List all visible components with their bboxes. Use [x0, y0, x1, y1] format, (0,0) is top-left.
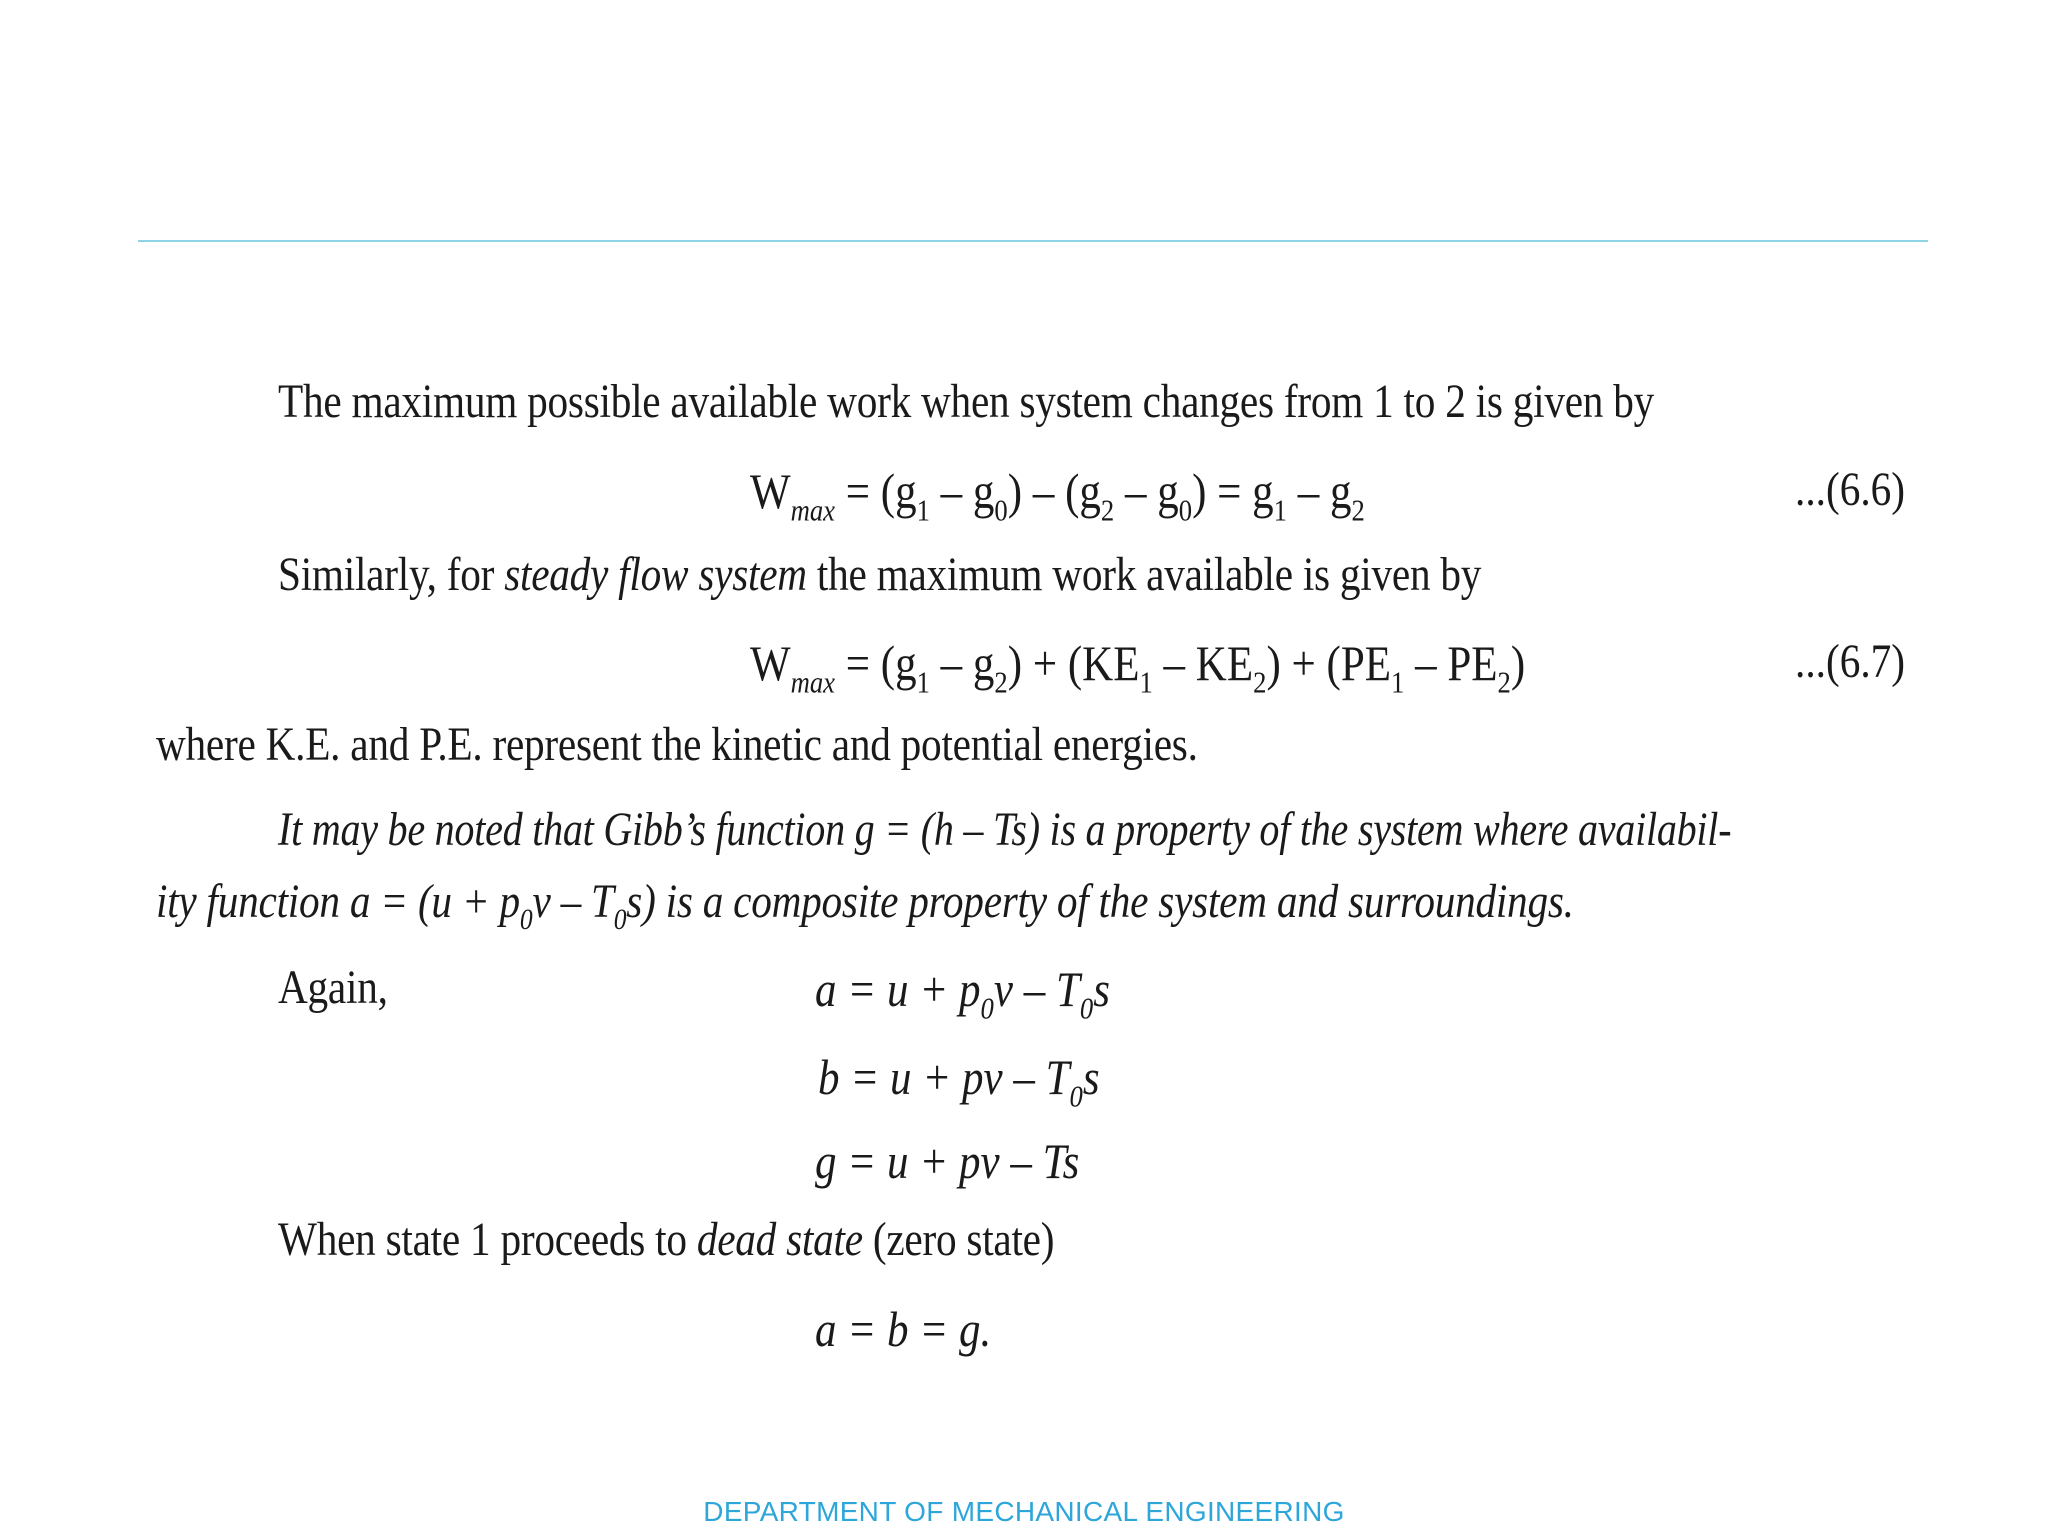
text-again: Again, — [278, 961, 388, 1014]
equation-dead-state: a = b = g. — [815, 1301, 992, 1357]
equation-availability-b: b = u + pv – $T_0s$ — [818, 1049, 1100, 1114]
footer-department: DEPARTMENT OF MECHANICAL ENGINEERING — [703, 1496, 1345, 1527]
equation-number-6-7: ...(6.7) — [1795, 635, 1906, 688]
equation-6-6: $W_{max} = (g_1 - g_0) - (g_2 - g_0) = g_1 - g_2$ — [750, 463, 1365, 528]
equation-number-6-6: ...(6.6) — [1795, 463, 1906, 516]
text-line-5: ity function $a = (u + p_0v - T_0s)$ is a composite property of the system and surroundings. — [156, 875, 1574, 936]
text-line-1: The maximum possible available work when system changes from 1 to 2 is given by — [278, 375, 1654, 428]
header-divider — [138, 240, 1928, 242]
text-line-4: It may be noted that Gibb’s function g = (h – Ts) is a property of the system where availabil- — [278, 803, 1732, 856]
equation-availability-a: $a = u + p_0v - T_0s$ — [815, 961, 1110, 1026]
text-line-2: Similarly, for steady flow system the maximum work available is given by — [278, 548, 1482, 601]
text-line-6: When state 1 proceeds to dead state (zero state) — [278, 1213, 1055, 1266]
equation-6-7: $W_{max} = (g_1 - g_2) + (KE_1 - KE_2) + (PE_1 - PE_2)$ — [750, 635, 1526, 700]
text-line-3: where K.E. and P.E. represent the kinetic and potential energies. — [156, 718, 1198, 771]
equation-gibbs-g: g = u + pv – Ts — [815, 1133, 1080, 1189]
